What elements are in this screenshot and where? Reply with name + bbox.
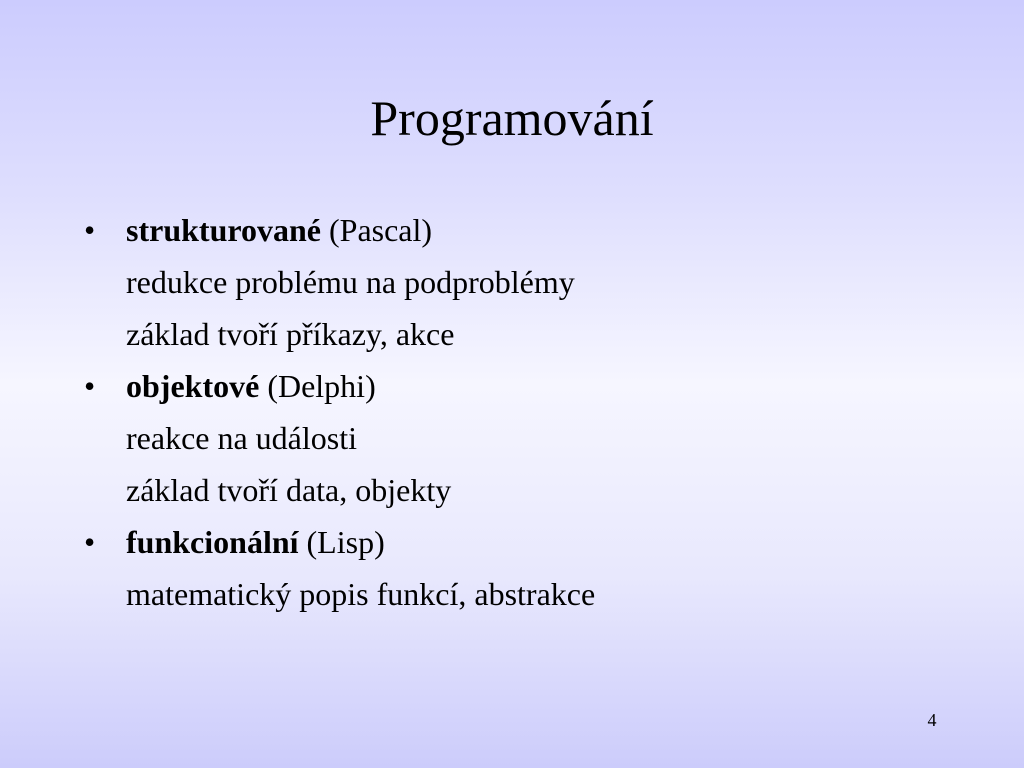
- bullet-item-functional: [84, 516, 964, 620]
- bullet-list: [84, 204, 964, 620]
- page-number: 4: [927, 710, 937, 730]
- item-term: objektové: [126, 368, 260, 404]
- item-language: (Lisp): [306, 524, 385, 560]
- bullet-item-object: [84, 360, 964, 516]
- item-line: matematický popis funkcí, abstrakce: [126, 576, 596, 612]
- item-heading: [126, 516, 964, 568]
- item-line: základ tvoří příkazy, akce: [126, 316, 455, 352]
- item-term: funkcionální: [126, 524, 299, 560]
- item-line: základ tvoří data, objekty: [126, 472, 452, 508]
- item-line: redukce problému na podproblémy: [126, 264, 575, 300]
- item-line: reakce na události: [126, 420, 357, 456]
- bullet-item-structured: [84, 204, 964, 360]
- item-term: strukturované: [126, 212, 321, 248]
- bullet-dot-icon: •: [84, 212, 96, 248]
- bullet-dot-icon: •: [84, 524, 96, 560]
- item-language: (Delphi): [267, 368, 376, 404]
- slide-title: Programování: [370, 90, 654, 146]
- item-language: (Pascal): [328, 212, 433, 248]
- bullet-dot-icon: •: [84, 368, 96, 404]
- item-heading: [126, 204, 964, 256]
- item-heading: [126, 360, 964, 412]
